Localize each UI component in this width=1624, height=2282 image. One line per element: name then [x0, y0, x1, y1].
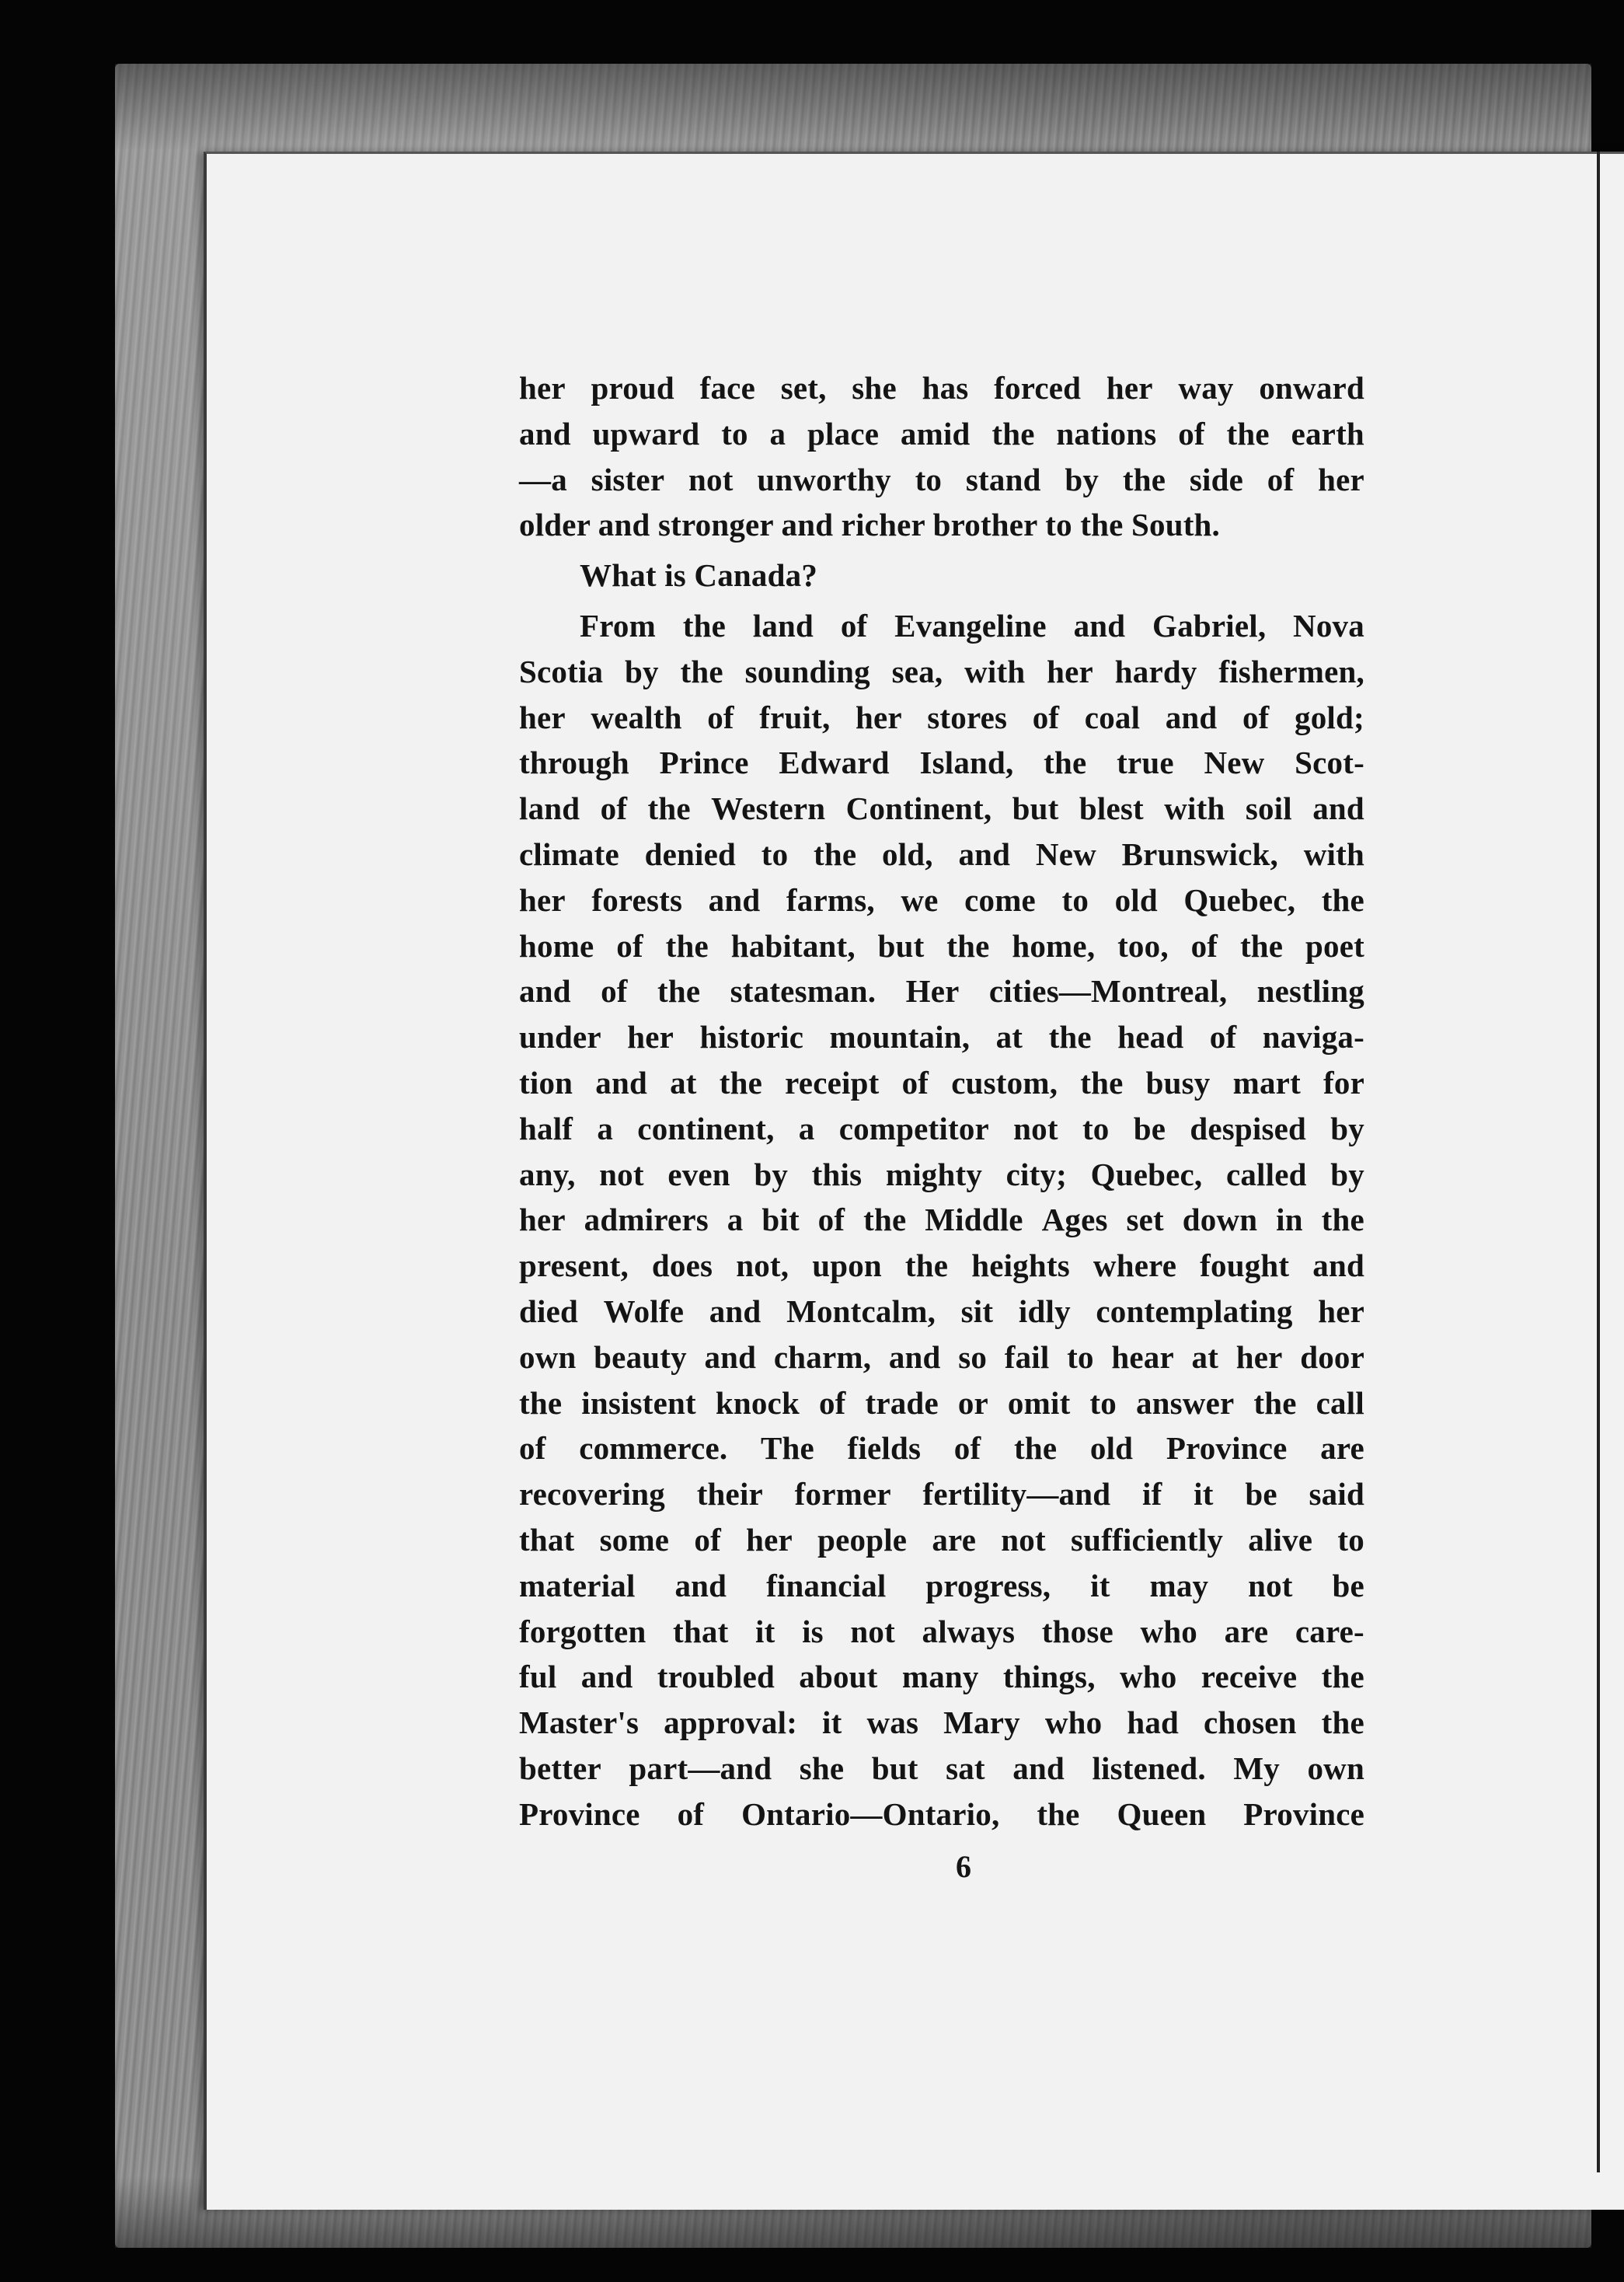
board-top-shadow	[115, 64, 1591, 149]
paragraph-line: under her historic mountain, at the head of naviga-	[519, 1019, 1364, 1056]
paragraph-line: material and financial progress, it may not be	[519, 1567, 1364, 1603]
paragraph-line: From the land of Evangeline and Gabriel, Nova	[580, 607, 1364, 644]
paragraph-line: land of the Western Continent, but blest with soil and	[519, 790, 1364, 827]
paragraph-line: her admirers a bit of the Middle Ages set down in the	[519, 1202, 1364, 1238]
paragraph-line: better part—and she but sat and listened. My own	[519, 1750, 1364, 1786]
text-line: —a sister not unworthy to stand by the side of her	[519, 461, 1364, 497]
body-text	[519, 365, 1364, 1837]
paragraph-line: recovering their former fertility—and if it be said	[519, 1476, 1364, 1513]
paragraph-line: home of the habitant, but the home, too, of the poet	[519, 927, 1364, 964]
question-heading: What is Canada?	[580, 557, 818, 594]
text-line: older and stronger and richer brother to the South.	[519, 507, 1221, 543]
paragraph-line: half a continent, a competitor not to be despised by	[519, 1110, 1364, 1146]
paragraph-line: climate denied to the old, and New Brunswick, with	[519, 836, 1364, 872]
gutter-edge	[1597, 152, 1600, 2172]
paragraph-line: her wealth of fruit, her stores of coal and of gold;	[519, 699, 1364, 735]
paragraph-line: the insistent knock of trade or omit to answer the call	[519, 1384, 1364, 1421]
paragraph-line: through Prince Edward Island, the true New Scot-	[519, 745, 1364, 781]
paragraph-line: Master's approval: it was Mary who had chosen the	[519, 1705, 1364, 1741]
paragraph-line: own beauty and charm, and so fail to hear at her door	[519, 1338, 1364, 1375]
paragraph-line: that some of her people are not sufficiently alive to	[519, 1521, 1364, 1558]
paragraph-line: tion and at the receipt of custom, the busy mart for	[519, 1064, 1364, 1101]
paragraph-line: forgotten that it is not always those who are care-	[519, 1613, 1364, 1649]
text-line: her proud face set, she has forced her way onward	[519, 370, 1364, 406]
paragraph-line: died Wolfe and Montcalm, sit idly contemplating her	[519, 1293, 1364, 1329]
paragraph-line: her forests and farms, we come to old Quebec, the	[519, 881, 1364, 918]
paragraph-line: present, does not, upon the heights where fought and	[519, 1247, 1364, 1284]
text-line: and upward to a place amid the nations of the earth	[519, 415, 1364, 452]
paragraph-line: any, not even by this mighty city; Quebec, called by	[519, 1156, 1364, 1192]
page-number: 6	[956, 1849, 971, 1884]
paragraph-line: of commerce. The fields of the old Province are	[519, 1430, 1364, 1467]
paragraph-line: Scotia by the sounding sea, with her hardy fishermen,	[519, 653, 1364, 689]
paragraph-line: ful and troubled about many things, who receive the	[519, 1659, 1364, 1695]
paragraph-line: Province of Ontario—Ontario, the Queen Province	[519, 1795, 1364, 1832]
paragraph-line: and of the statesman. Her cities—Montreal, nestling	[519, 973, 1364, 1010]
